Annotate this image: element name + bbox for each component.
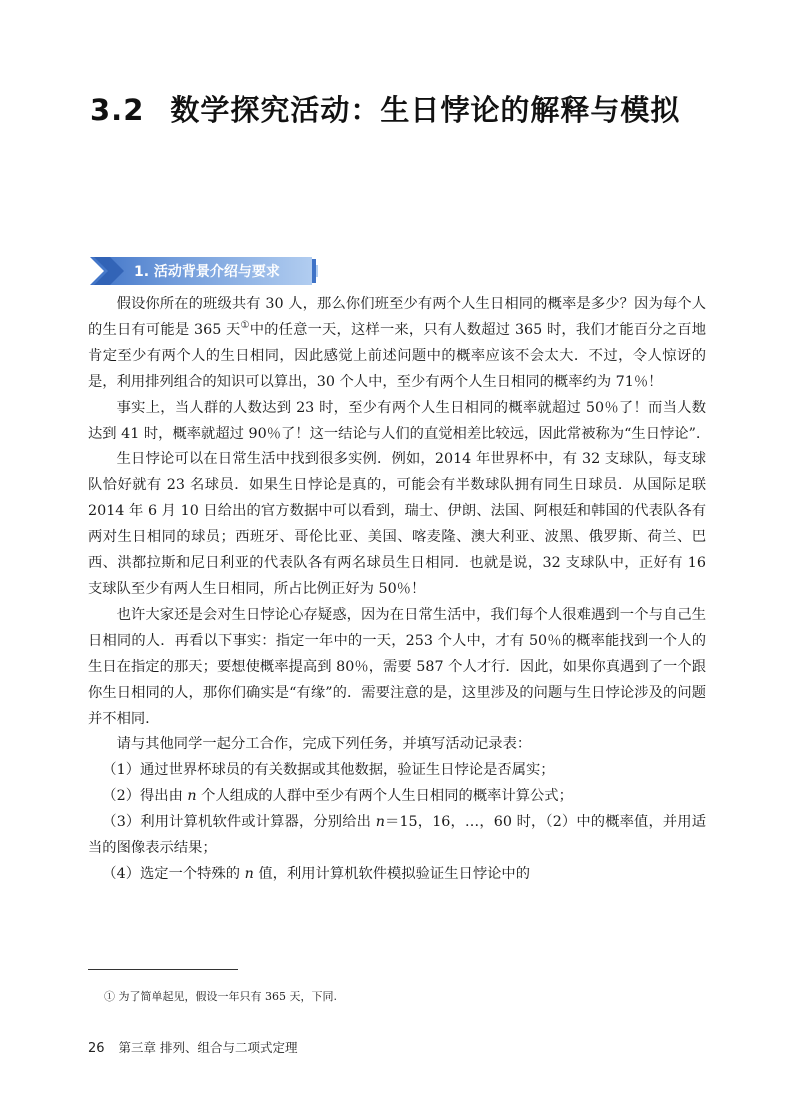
article-body bbox=[88, 292, 706, 888]
footnote-mark: ① bbox=[240, 320, 250, 332]
page-number: 26 bbox=[88, 1041, 105, 1056]
task-4-before: （4）选定一个特殊的 bbox=[102, 865, 245, 882]
paragraph-1-after: 中的任意一天，这样一来，只有人数超过 365 时，我们才能百分之百地肯定至少有两个人的生日相同，因此感觉上前述问题中的概率应该不会太大．不过，令人惊讶的是，利用排列组合的知识可以算出，30 个人中，至少有两个人生日相同的概率约为 71％！ bbox=[88, 321, 706, 390]
task-4-var: n bbox=[244, 865, 254, 882]
footnote-divider bbox=[88, 969, 238, 970]
task-2-after: 个人组成的人群中至少有两个人生日相同的概率计算公式； bbox=[196, 788, 573, 805]
task-2 bbox=[88, 784, 706, 810]
task-3 bbox=[88, 810, 706, 862]
page-footer bbox=[88, 1038, 298, 1056]
banner-label: 1. 活动背景介绍与要求 bbox=[134, 264, 280, 280]
task-2-var: n bbox=[187, 788, 197, 805]
section-number: 3.2 bbox=[90, 93, 145, 127]
paragraph-3: 生日悖论可以在日常生活中找到很多实例．例如，2014 年世界杯中，有 32 支球队，每支球队恰好就有 23 名球员．如果生日悖论是真的，可能会有半数球队拥有同生日球员．从国际足联 2014 年 6 月 10 日给出的官方数据中可以看到，瑞士、伊朗、法国、阿根廷和韩国的代表队各有两对生日相同的球员；西班牙、哥伦比亚、美国、喀麦隆、澳大利亚、波黑、俄罗斯、荷兰、巴西、洪都拉斯和尼日利亚的代表队各有两名球员生日相同．也就是说，32 支球队中，正好有 16 支球队至少有两人生日相同，所占比例正好为 50％！ bbox=[88, 451, 706, 597]
task-4-after: 值，利用计算机软件模拟验证生日悖论中的 bbox=[253, 865, 531, 882]
paragraph-2: 事实上，当人群的人数达到 23 时，至少有两个人生日相同的概率就超过 50％了！而当人数达到 41 时，概率就超过 90％了！这一结论与人们的直觉相差比较远，因此常被称为“生日悖论”. bbox=[88, 399, 706, 442]
task-4 bbox=[88, 862, 706, 888]
chapter-title: 第三章 排列、组合与二项式定理 bbox=[118, 1040, 298, 1055]
section-title-text: 数学探究活动：生日悖论的解释与模拟 bbox=[170, 93, 681, 127]
task-1: （1）通过世界杯球员的有关数据或其他数据，验证生日悖论是否属实； bbox=[102, 762, 555, 779]
task-3-var: n bbox=[375, 814, 385, 831]
paragraph-4: 也许大家还是会对生日悖论心存疑惑，因为在日常生活中，我们每个人很难遇到一个与自己生日相同的人．再看以下事实：指定一年中的一天，253 个人中，才有 50％的概率能找到一个人的生日在指定的那天；要想使概率提高到 80％，需要 587 个人才行．因此，如果你真遇到了一个跟你生日相同的人，那你们确实是“有缘”的．需要注意的是，这里涉及的问题与生日悖论涉及的问题并不相同. bbox=[88, 606, 706, 727]
section-title bbox=[90, 88, 680, 129]
footnote: ① 为了简单起见，假设一年只有 365 天，下同. bbox=[104, 990, 337, 1003]
task-3-after: ＝15，16，…，60 时，（2）中的概率值，并用适当的图像表示结果； bbox=[88, 814, 706, 857]
paragraph-5: 请与其他同学一起分工合作，完成下列任务，并填写活动记录表： bbox=[116, 736, 532, 753]
paragraph-1 bbox=[88, 292, 706, 396]
section-banner bbox=[90, 257, 322, 285]
task-2-before: （2）得出由 bbox=[102, 788, 188, 805]
task-3-before: （3）利用计算机软件或计算器，分别给出 bbox=[102, 814, 376, 831]
paragraph-1-before: 假设你所在的班级共有 30 人，那么你们班至少有两个人生日相同的概率是多少？因为每个人的生日有可能是 365 天 bbox=[88, 296, 706, 338]
